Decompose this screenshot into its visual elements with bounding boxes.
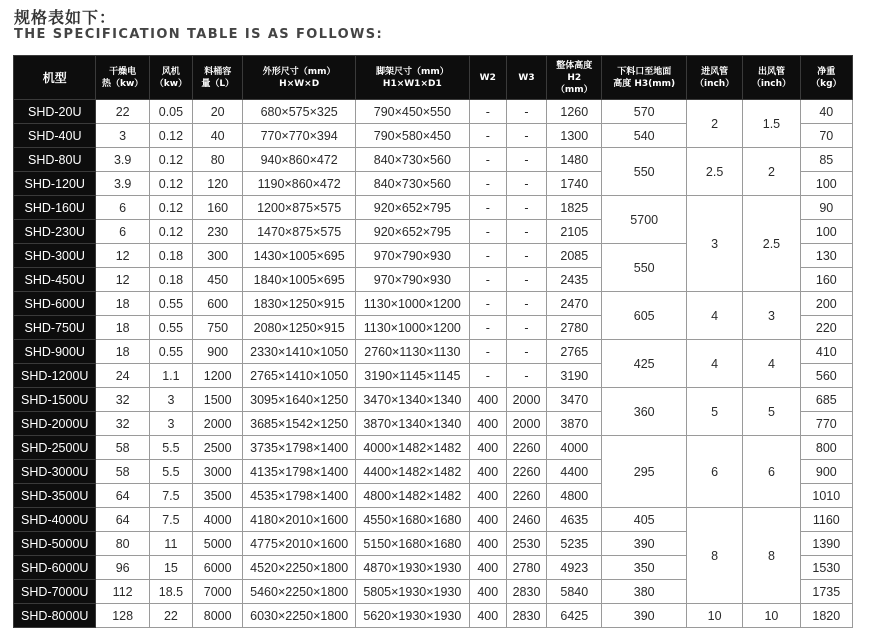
inlet-cell: 8 — [686, 508, 742, 604]
heat-cell: 3.9 — [96, 148, 149, 172]
fan-cell: 0.12 — [149, 220, 192, 244]
frame-cell: 2760×1130×1130 — [356, 340, 470, 364]
outlet-cell: 8 — [743, 508, 800, 604]
w2-cell: 400 — [469, 556, 506, 580]
fan-cell: 0.12 — [149, 196, 192, 220]
fan-cell: 7.5 — [149, 508, 192, 532]
w3-cell: 2260 — [506, 460, 546, 484]
w3-cell: - — [506, 364, 546, 388]
weight-cell: 1010 — [800, 484, 852, 508]
weight-cell: 130 — [800, 244, 852, 268]
heat-cell: 80 — [96, 532, 149, 556]
dims-cell: 770×770×394 — [243, 124, 356, 148]
heat-cell: 24 — [96, 364, 149, 388]
w3-cell: 2260 — [506, 484, 546, 508]
weight-cell: 90 — [800, 196, 852, 220]
w3-cell: 2530 — [506, 532, 546, 556]
w3-cell: - — [506, 196, 546, 220]
heat-cell: 64 — [96, 484, 149, 508]
fan-cell: 0.12 — [149, 148, 192, 172]
capacity-cell: 1500 — [193, 388, 243, 412]
capacity-cell: 300 — [193, 244, 243, 268]
heat-cell: 18 — [96, 316, 149, 340]
table-row — [14, 604, 853, 628]
weight-cell: 770 — [800, 412, 852, 436]
heat-cell: 6 — [96, 196, 149, 220]
model-cell: SHD-1500U — [14, 388, 96, 412]
heat-cell: 18 — [96, 292, 149, 316]
fan-cell: 0.05 — [149, 100, 192, 124]
w3-cell: - — [506, 244, 546, 268]
w2-cell: - — [469, 364, 506, 388]
frame-cell: 4870×1930×1930 — [356, 556, 470, 580]
capacity-cell: 230 — [193, 220, 243, 244]
model-cell: SHD-7000U — [14, 580, 96, 604]
outlet-cell: 10 — [743, 604, 800, 628]
height-cell: 2470 — [547, 292, 602, 316]
w3-cell: 2460 — [506, 508, 546, 532]
frame-cell: 5620×1930×1930 — [356, 604, 470, 628]
table-row — [14, 340, 853, 364]
model-cell: SHD-8000U — [14, 604, 96, 628]
weight-cell: 1530 — [800, 556, 852, 580]
capacity-cell: 2500 — [193, 436, 243, 460]
h3-cell: 390 — [602, 604, 687, 628]
w2-cell: 400 — [469, 484, 506, 508]
model-cell: SHD-230U — [14, 220, 96, 244]
header-fan: 风机 （kw） — [149, 56, 192, 100]
outlet-cell: 2 — [743, 148, 800, 196]
model-cell: SHD-5000U — [14, 532, 96, 556]
h3-cell: 360 — [602, 388, 687, 436]
header-height: 整体高度 H2 （mm） — [547, 56, 602, 100]
inlet-cell: 3 — [686, 196, 742, 292]
h3-cell: 550 — [602, 244, 687, 292]
table-row — [14, 436, 853, 460]
w3-cell: - — [506, 340, 546, 364]
frame-cell: 4800×1482×1482 — [356, 484, 470, 508]
fan-cell: 0.18 — [149, 268, 192, 292]
spec-table-body — [14, 100, 853, 628]
header-inlet: 进风管 （inch） — [686, 56, 742, 100]
w2-cell: - — [469, 292, 506, 316]
w2-cell: - — [469, 100, 506, 124]
frame-cell: 920×652×795 — [356, 196, 470, 220]
weight-cell: 1160 — [800, 508, 852, 532]
page-title-en: THE SPECIFICATION TABLE IS AS FOLLOWS: — [14, 27, 384, 42]
fan-cell: 3 — [149, 412, 192, 436]
table-row — [14, 148, 853, 172]
dims-cell: 2330×1410×1050 — [243, 340, 356, 364]
weight-cell: 200 — [800, 292, 852, 316]
fan-cell: 5.5 — [149, 460, 192, 484]
header-model: 机型 — [14, 56, 96, 100]
model-cell: SHD-1200U — [14, 364, 96, 388]
model-cell: SHD-120U — [14, 172, 96, 196]
w3-cell: - — [506, 148, 546, 172]
w2-cell: 400 — [469, 388, 506, 412]
dims-cell: 3095×1640×1250 — [243, 388, 356, 412]
frame-cell: 1130×1000×1200 — [356, 292, 470, 316]
dims-cell: 1840×1005×695 — [243, 268, 356, 292]
fan-cell: 0.18 — [149, 244, 192, 268]
dims-cell: 3685×1542×1250 — [243, 412, 356, 436]
fan-cell: 0.12 — [149, 172, 192, 196]
dims-cell: 5460×2250×1800 — [243, 580, 356, 604]
frame-cell: 5150×1680×1680 — [356, 532, 470, 556]
inlet-cell: 2 — [686, 100, 742, 148]
weight-cell: 1820 — [800, 604, 852, 628]
model-cell: SHD-3500U — [14, 484, 96, 508]
fan-cell: 18.5 — [149, 580, 192, 604]
fan-cell: 0.55 — [149, 340, 192, 364]
dims-cell: 1830×1250×915 — [243, 292, 356, 316]
dims-cell: 6030×2250×1800 — [243, 604, 356, 628]
height-cell: 3190 — [547, 364, 602, 388]
w2-cell: - — [469, 244, 506, 268]
frame-cell: 4550×1680×1680 — [356, 508, 470, 532]
h3-cell: 350 — [602, 556, 687, 580]
w2-cell: - — [469, 124, 506, 148]
heat-cell: 32 — [96, 412, 149, 436]
w3-cell: - — [506, 172, 546, 196]
fan-cell: 0.55 — [149, 292, 192, 316]
outlet-cell: 2.5 — [743, 196, 800, 292]
frame-cell: 970×790×930 — [356, 268, 470, 292]
capacity-cell: 5000 — [193, 532, 243, 556]
dims-cell: 940×860×472 — [243, 148, 356, 172]
frame-cell: 840×730×560 — [356, 172, 470, 196]
dims-cell: 1200×875×575 — [243, 196, 356, 220]
frame-cell: 4400×1482×1482 — [356, 460, 470, 484]
header-heat: 干燥电 热（kw） — [96, 56, 149, 100]
fan-cell: 1.1 — [149, 364, 192, 388]
capacity-cell: 80 — [193, 148, 243, 172]
dims-cell: 3735×1798×1400 — [243, 436, 356, 460]
w2-cell: - — [469, 316, 506, 340]
dims-cell: 4180×2010×1600 — [243, 508, 356, 532]
capacity-cell: 750 — [193, 316, 243, 340]
heat-cell: 3 — [96, 124, 149, 148]
weight-cell: 220 — [800, 316, 852, 340]
w2-cell: - — [469, 220, 506, 244]
height-cell: 4000 — [547, 436, 602, 460]
height-cell: 1480 — [547, 148, 602, 172]
height-cell: 2085 — [547, 244, 602, 268]
frame-cell: 4000×1482×1482 — [356, 436, 470, 460]
dims-cell: 4135×1798×1400 — [243, 460, 356, 484]
capacity-cell: 4000 — [193, 508, 243, 532]
w2-cell: - — [469, 148, 506, 172]
weight-cell: 685 — [800, 388, 852, 412]
model-cell: SHD-300U — [14, 244, 96, 268]
model-cell: SHD-600U — [14, 292, 96, 316]
model-cell: SHD-900U — [14, 340, 96, 364]
weight-cell: 900 — [800, 460, 852, 484]
w3-cell: - — [506, 268, 546, 292]
fan-cell: 15 — [149, 556, 192, 580]
heat-cell: 3.9 — [96, 172, 149, 196]
heat-cell: 58 — [96, 460, 149, 484]
header-row — [14, 56, 853, 100]
model-cell: SHD-450U — [14, 268, 96, 292]
model-cell: SHD-750U — [14, 316, 96, 340]
frame-cell: 1130×1000×1200 — [356, 316, 470, 340]
model-cell: SHD-2000U — [14, 412, 96, 436]
fan-cell: 5.5 — [149, 436, 192, 460]
frame-cell: 920×652×795 — [356, 220, 470, 244]
inlet-cell: 4 — [686, 340, 742, 388]
inlet-cell: 6 — [686, 436, 742, 508]
height-cell: 1260 — [547, 100, 602, 124]
w3-cell: - — [506, 292, 546, 316]
dims-cell: 680×575×325 — [243, 100, 356, 124]
capacity-cell: 160 — [193, 196, 243, 220]
capacity-cell: 8000 — [193, 604, 243, 628]
height-cell: 3470 — [547, 388, 602, 412]
inlet-cell: 2.5 — [686, 148, 742, 196]
height-cell: 6425 — [547, 604, 602, 628]
height-cell: 2780 — [547, 316, 602, 340]
h3-cell: 5700 — [602, 196, 687, 244]
fan-cell: 7.5 — [149, 484, 192, 508]
table-row — [14, 508, 853, 532]
dims-cell: 1190×860×472 — [243, 172, 356, 196]
outlet-cell: 1.5 — [743, 100, 800, 148]
table-row — [14, 196, 853, 220]
height-cell: 2765 — [547, 340, 602, 364]
height-cell: 4400 — [547, 460, 602, 484]
header-w2: W2 — [469, 56, 506, 100]
weight-cell: 1390 — [800, 532, 852, 556]
heat-cell: 32 — [96, 388, 149, 412]
table-row — [14, 292, 853, 316]
w2-cell: - — [469, 196, 506, 220]
h3-cell: 295 — [602, 436, 687, 508]
height-cell: 1825 — [547, 196, 602, 220]
weight-cell: 1735 — [800, 580, 852, 604]
height-cell: 1300 — [547, 124, 602, 148]
heat-cell: 18 — [96, 340, 149, 364]
fan-cell: 22 — [149, 604, 192, 628]
w3-cell: - — [506, 220, 546, 244]
dims-cell: 4520×2250×1800 — [243, 556, 356, 580]
model-cell: SHD-80U — [14, 148, 96, 172]
capacity-cell: 1200 — [193, 364, 243, 388]
header-dims: 外形尺寸（mm） H×W×D — [243, 56, 356, 100]
w3-cell: - — [506, 316, 546, 340]
w3-cell: 2830 — [506, 580, 546, 604]
capacity-cell: 6000 — [193, 556, 243, 580]
model-cell: SHD-6000U — [14, 556, 96, 580]
w3-cell: 2000 — [506, 412, 546, 436]
frame-cell: 790×580×450 — [356, 124, 470, 148]
frame-cell: 970×790×930 — [356, 244, 470, 268]
capacity-cell: 600 — [193, 292, 243, 316]
frame-cell: 5805×1930×1930 — [356, 580, 470, 604]
inlet-cell: 4 — [686, 292, 742, 340]
heat-cell: 128 — [96, 604, 149, 628]
h3-cell: 540 — [602, 124, 687, 148]
heat-cell: 64 — [96, 508, 149, 532]
weight-cell: 40 — [800, 100, 852, 124]
outlet-cell: 6 — [743, 436, 800, 508]
table-row — [14, 100, 853, 124]
dims-cell: 2080×1250×915 — [243, 316, 356, 340]
table-row — [14, 388, 853, 412]
model-cell: SHD-40U — [14, 124, 96, 148]
fan-cell: 3 — [149, 388, 192, 412]
inlet-cell: 10 — [686, 604, 742, 628]
height-cell: 2435 — [547, 268, 602, 292]
outlet-cell: 4 — [743, 340, 800, 388]
h3-cell: 390 — [602, 532, 687, 556]
dims-cell: 2765×1410×1050 — [243, 364, 356, 388]
height-cell: 4635 — [547, 508, 602, 532]
w2-cell: 400 — [469, 580, 506, 604]
w3-cell: 2830 — [506, 604, 546, 628]
weight-cell: 100 — [800, 220, 852, 244]
w2-cell: - — [469, 340, 506, 364]
weight-cell: 100 — [800, 172, 852, 196]
capacity-cell: 40 — [193, 124, 243, 148]
model-cell: SHD-3000U — [14, 460, 96, 484]
h3-cell: 405 — [602, 508, 687, 532]
dims-cell: 1430×1005×695 — [243, 244, 356, 268]
outlet-cell: 5 — [743, 388, 800, 436]
capacity-cell: 120 — [193, 172, 243, 196]
model-cell: SHD-20U — [14, 100, 96, 124]
height-cell: 4923 — [547, 556, 602, 580]
capacity-cell: 450 — [193, 268, 243, 292]
weight-cell: 160 — [800, 268, 852, 292]
heat-cell: 6 — [96, 220, 149, 244]
h3-cell: 570 — [602, 100, 687, 124]
fan-cell: 0.55 — [149, 316, 192, 340]
header-capacity: 料桶容 量（L） — [193, 56, 243, 100]
header-w3: W3 — [506, 56, 546, 100]
dims-cell: 1470×875×575 — [243, 220, 356, 244]
w2-cell: - — [469, 172, 506, 196]
w2-cell: 400 — [469, 532, 506, 556]
outlet-cell: 3 — [743, 292, 800, 340]
w2-cell: - — [469, 268, 506, 292]
w3-cell: 2000 — [506, 388, 546, 412]
height-cell: 1740 — [547, 172, 602, 196]
inlet-cell: 5 — [686, 388, 742, 436]
capacity-cell: 3500 — [193, 484, 243, 508]
heat-cell: 12 — [96, 268, 149, 292]
dims-cell: 4535×1798×1400 — [243, 484, 356, 508]
heat-cell: 22 — [96, 100, 149, 124]
weight-cell: 410 — [800, 340, 852, 364]
heat-cell: 12 — [96, 244, 149, 268]
weight-cell: 85 — [800, 148, 852, 172]
capacity-cell: 900 — [193, 340, 243, 364]
weight-cell: 800 — [800, 436, 852, 460]
model-cell: SHD-2500U — [14, 436, 96, 460]
header-weight: 净重 （kg） — [800, 56, 852, 100]
frame-cell: 3190×1145×1145 — [356, 364, 470, 388]
frame-cell: 790×450×550 — [356, 100, 470, 124]
height-cell: 5235 — [547, 532, 602, 556]
heat-cell: 112 — [96, 580, 149, 604]
w2-cell: 400 — [469, 460, 506, 484]
frame-cell: 840×730×560 — [356, 148, 470, 172]
h3-cell: 550 — [602, 148, 687, 196]
weight-cell: 560 — [800, 364, 852, 388]
h3-cell: 425 — [602, 340, 687, 388]
height-cell: 3870 — [547, 412, 602, 436]
w2-cell: 400 — [469, 604, 506, 628]
weight-cell: 70 — [800, 124, 852, 148]
capacity-cell: 3000 — [193, 460, 243, 484]
capacity-cell: 20 — [193, 100, 243, 124]
w2-cell: 400 — [469, 508, 506, 532]
height-cell: 4800 — [547, 484, 602, 508]
model-cell: SHD-160U — [14, 196, 96, 220]
capacity-cell: 2000 — [193, 412, 243, 436]
page-title-cn: 规格表如下： — [14, 8, 117, 27]
fan-cell: 0.12 — [149, 124, 192, 148]
h3-cell: 380 — [602, 580, 687, 604]
height-cell: 2105 — [547, 220, 602, 244]
capacity-cell: 7000 — [193, 580, 243, 604]
w3-cell: 2260 — [506, 436, 546, 460]
w3-cell: 2780 — [506, 556, 546, 580]
dims-cell: 4775×2010×1600 — [243, 532, 356, 556]
w3-cell: - — [506, 124, 546, 148]
model-cell: SHD-4000U — [14, 508, 96, 532]
w2-cell: 400 — [469, 412, 506, 436]
height-cell: 5840 — [547, 580, 602, 604]
fan-cell: 11 — [149, 532, 192, 556]
header-outlet: 出风管 （inch） — [743, 56, 800, 100]
spec-table — [13, 55, 853, 628]
w3-cell: - — [506, 100, 546, 124]
frame-cell: 3470×1340×1340 — [356, 388, 470, 412]
w2-cell: 400 — [469, 436, 506, 460]
frame-cell: 3870×1340×1340 — [356, 412, 470, 436]
heat-cell: 58 — [96, 436, 149, 460]
heat-cell: 96 — [96, 556, 149, 580]
header-frame: 脚架尺寸（mm） H1×W1×D1 — [356, 56, 470, 100]
h3-cell: 605 — [602, 292, 687, 340]
header-h3: 下料口至地面 高度 H3(mm) — [602, 56, 687, 100]
